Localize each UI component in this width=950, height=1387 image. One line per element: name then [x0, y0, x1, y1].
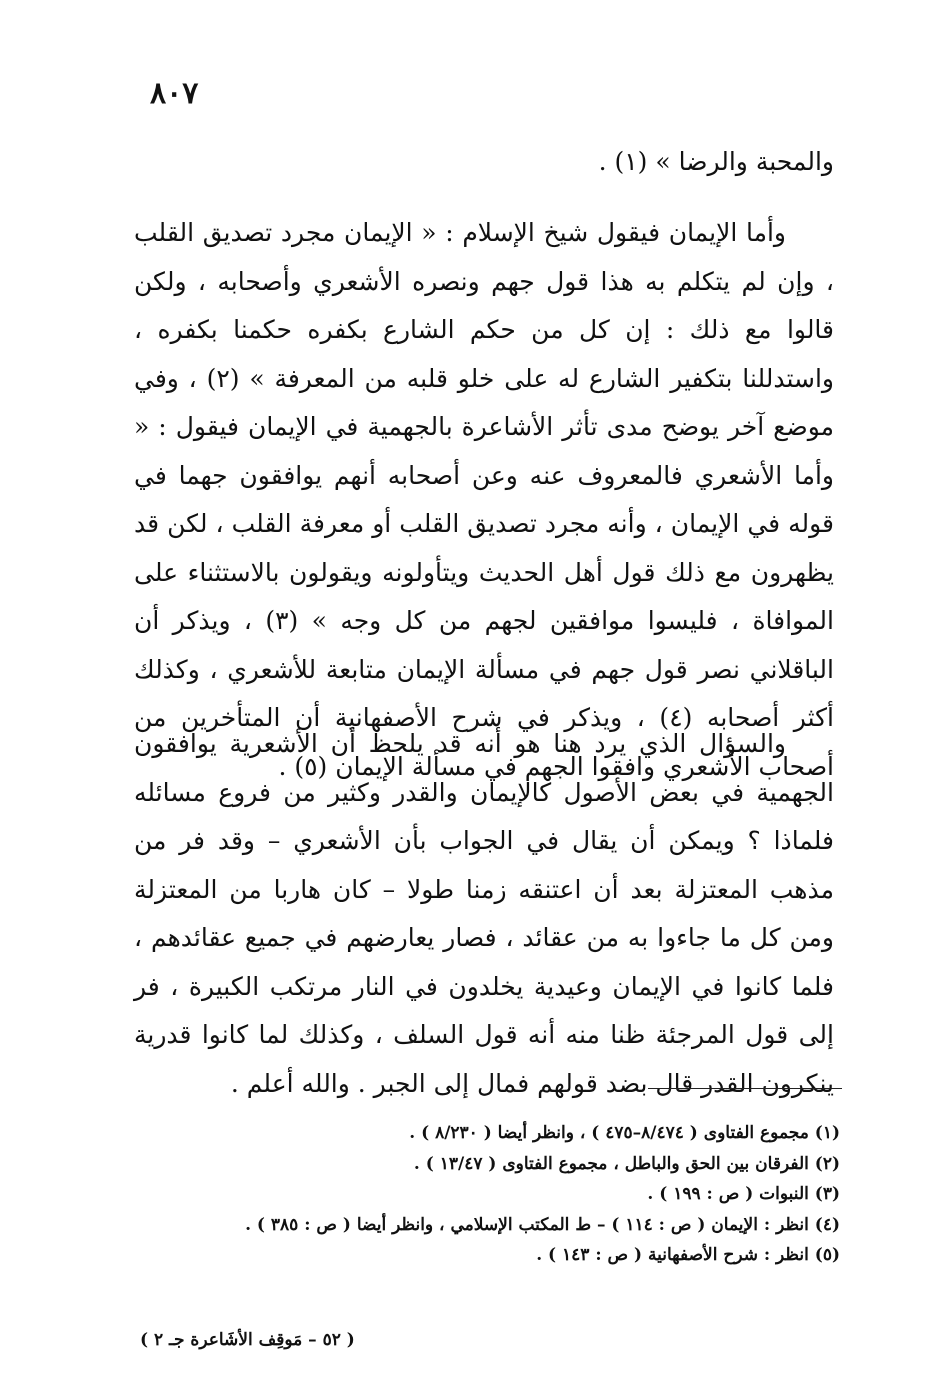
footnotes [140, 1118, 840, 1271]
footnote: (٣) النبوات ( ص : ١٩٩ ) . [647, 1184, 840, 1204]
paragraph-iman [134, 209, 834, 791]
footnote: (١) مجموع الفتاوى ( ٨/٤٧٤–٤٧٥ ) ، وانظر أيضا ( ٨/٢٣٠ ) . [409, 1123, 840, 1143]
paragraph-continuation [134, 138, 834, 187]
paragraph-text: والسؤال الذي يرد هنا هو أنه قد يلحظ أن الأشعرية يوافقون الجهمية في بعض الأصول كالإيمان والقدر وكثير من فروع مسائله فلماذا ؟ ويمكن أن يقال في الجواب بأن الأشعري – وقد فر من مذهب المعتزلة بعد أن اعتنقه زمنا طولا – كان هاربا من المعتزلة ومن كل ما جاءوا به من عقائد ، فصار يعارضهم في جميع عقائدهم ، فلما كانوا في الإيمان وعيدية يخلدون في النار مرتكب الكبيرة ، فر إلى قول المرجئة ظنا منه أنه قول السلف ، وكذلك لما كانوا قدرية ينكرون القدر قال بضد قولهم فمال إلى الجبر . والله أعلم . [134, 729, 834, 1098]
paragraph-question [134, 720, 834, 1108]
footnote: (٥) انظر : شرح الأصفهانية ( ص : ١٤٣ ) . [536, 1245, 840, 1265]
page-number: ٨٠٧ [150, 76, 199, 111]
paragraph-text: وأما الإيمان فيقول شيخ الإسلام : « الإيمان مجرد تصديق القلب ، وإن لم يتكلم به هذا قول جهم ونصره الأشعري وأصحابه ، ولكن قالوا مع ذلك : إن كل من حكم الشارع بكفره حكمنا بكفره ، واستدللنا بتكفير الشارع له على خلو قلبه من المعرفة » (٢) ، وفي موضع آخر يوضح مدى تأثر الأشاعرة بالجهمية في الإيمان فيقول : « وأما الأشعري فالمعروف عنه وعن أصحابه أنهم يوافقون جهما في قوله في الإيمان ، وأنه مجرد تصديق القلب أو معرفة القلب ، لكن قد يظهرون مع ذلك قول أهل الحديث ويتأولونه ويقولون بالاستثناء على الموافاة ، فليسوا موافقين لجهم من كل وجه » (٣) ، ويذكر أن الباقلاني نصر قول جهم في مسألة الإيمان متابعة للأشعري ، وكذلك أكثر أصحابه (٤) ، ويذكر في شرح الأصفهانية أن المتأخرين من أصحاب الأشعري وافقوا الجهم في مسألة الإيمان (٥) . [134, 218, 834, 781]
footnote-separator [648, 1088, 842, 1089]
paragraph-text: والمحبة والرضا » (١) . [598, 147, 834, 176]
footnote: (٤) انظر : الإيمان ( ص : ١١٤ ) – ط المكتب الإسلامي ، وانظر أيضا ( ص : ٣٨٥ ) . [245, 1214, 840, 1235]
printer-signature: ( ٥٢ – مَوقِف الأشَاعرة جـ ٢ ) [140, 1330, 355, 1350]
footnote: (٢) الفرقان بين الحق والباطل ، مجموع الفتاوى ( ١٣/٤٧ ) . [413, 1153, 840, 1174]
